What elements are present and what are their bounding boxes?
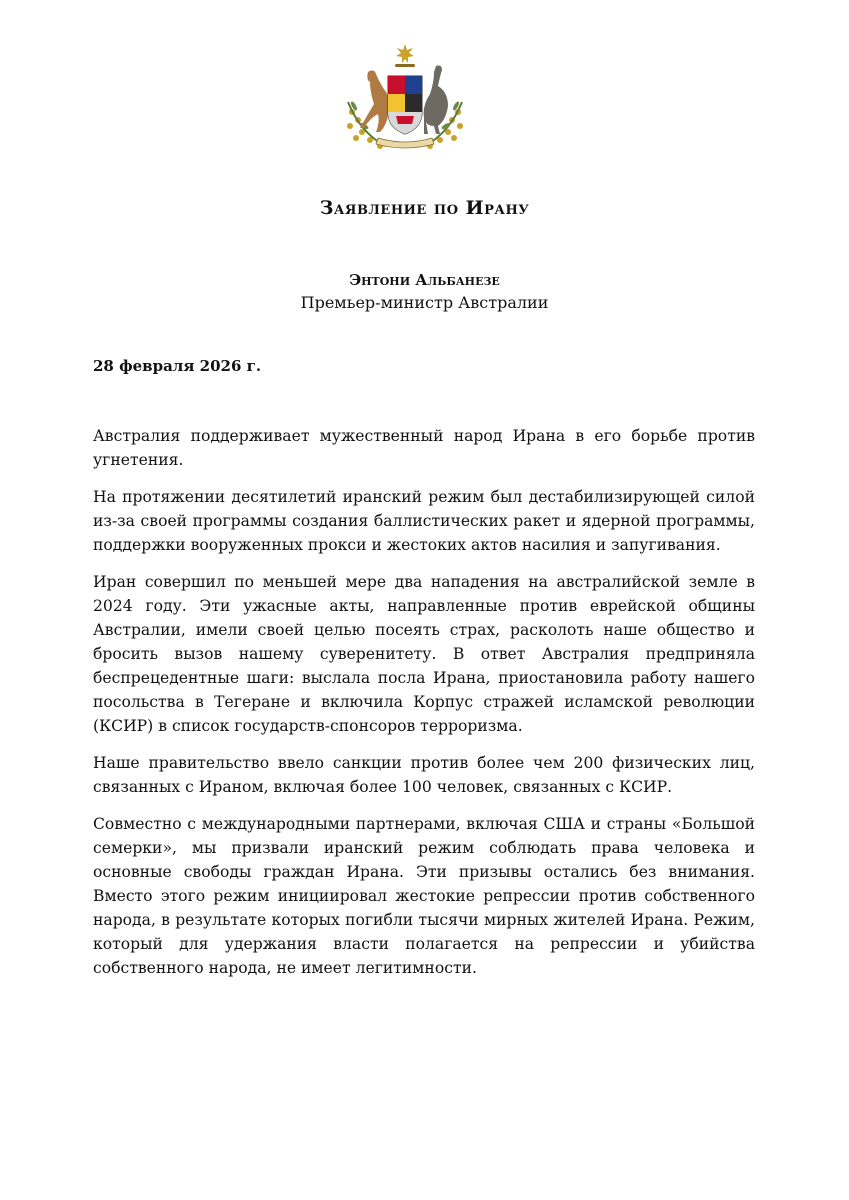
- author-role: Премьер-министр Австралии: [300, 293, 549, 312]
- document-date: 28 февраля 2026 г.: [93, 357, 262, 375]
- document-body: [93, 424, 755, 993]
- australian-coat-of-arms-icon: [340, 42, 470, 154]
- body-paragraph: Наше правительство ввело санкции против более чем 200 физических лиц, связанных с Ираном, включая более 100 человек, связанных с КСИР.: [93, 754, 755, 796]
- body-paragraph: На протяжении десятилетий иранский режим был дестабилизирующей силой из-за своей программы создания баллистических ракет и ядерной программы, поддержки вооруженных прокси и жестоких актов насилия и запугивания.: [93, 488, 755, 554]
- body-paragraph: Австралия поддерживает мужественный народ Ирана в его борьбе против угнетения.: [93, 427, 755, 469]
- body-paragraph: Совместно с международными партнерами, включая США и страны «Большой семерки», мы призвали иранский режим соблюдать права человека и основные свободы граждан Ирана. Эти призывы остались без внимания. Вместо этого режим инициировал жестокие репрессии против собственного народа, в результате которых погибли тысячи мирных жителей Ирана. Режим, который для удержания власти полагается на репрессии и убийства собственного народа, не имеет легитимности.: [93, 815, 755, 977]
- document-title: Заявление по Ирану: [319, 197, 530, 219]
- author-name: Энтони Альбанезе: [349, 271, 500, 289]
- body-paragraph: Иран совершил по меньшей мере два нападения на австралийской земле в 2024 году. Эти ужасные акты, направленные против еврейской общины Австралии, имели своей целью посеять страх, расколоть наше общество и бросить вызов нашему суверенитету. В ответ Австралия предприняла беспрецедентные шаги: выслала посла Ирана, приостановила работу нашего посольства в Тегеране и включила Корпус стражей исламской революции (КСИР) в список государств-спонсоров терроризма.: [93, 573, 755, 735]
